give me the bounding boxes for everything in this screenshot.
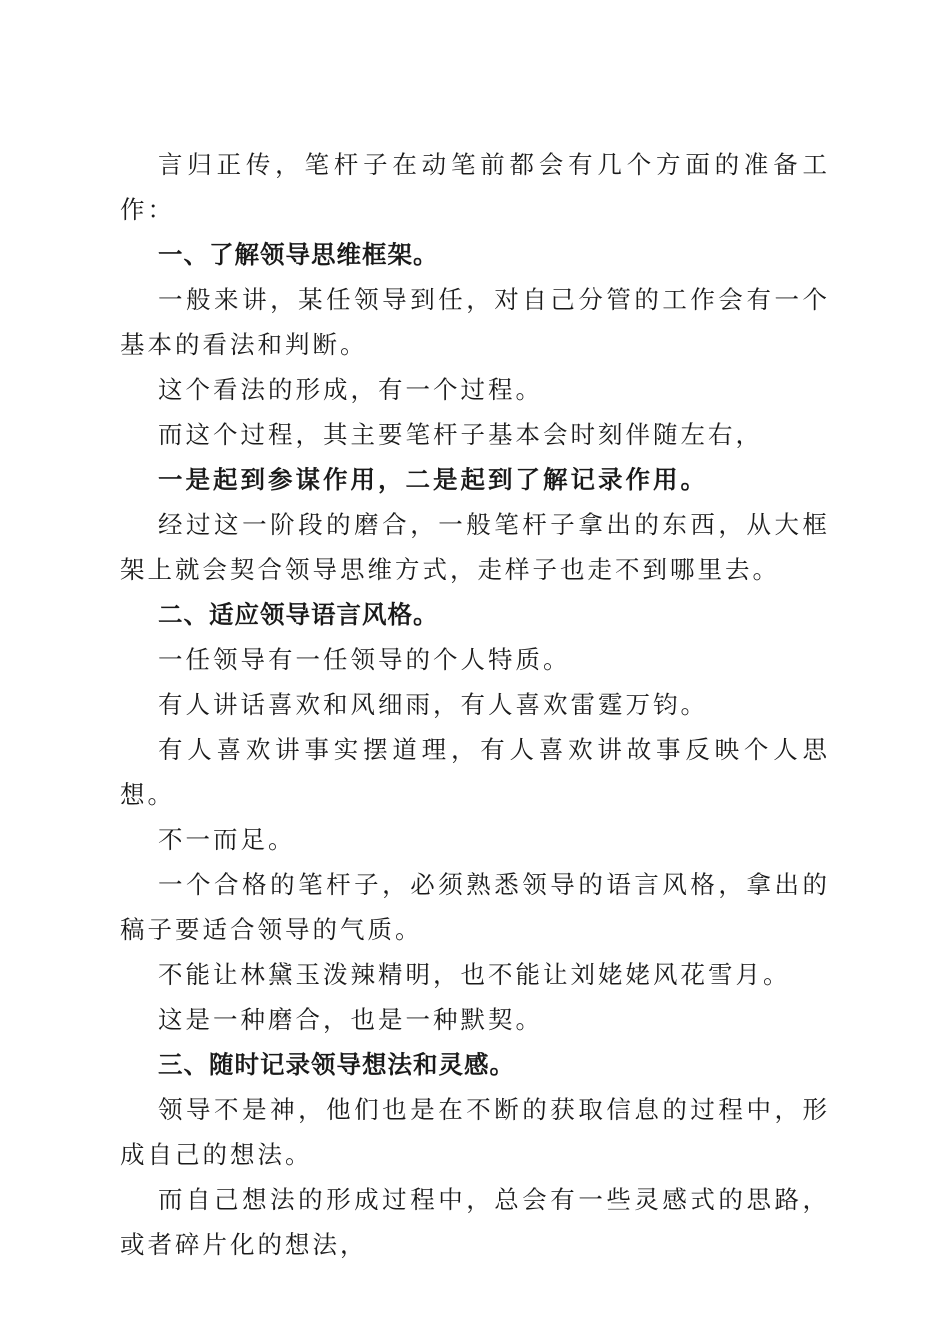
body-paragraph: 有人讲话喜欢和风细雨，有人喜欢雷霆万钧。	[158, 690, 708, 719]
body-paragraph: 而自己想法的形成过程中，总会有一些灵感式的思路，或者碎片化的想法，	[120, 1185, 830, 1259]
body-paragraph: 一般来讲，某任领导到任，对自己分管的工作会有一个基本的看法和判断。	[120, 285, 830, 359]
section-heading-3: 三、随时记录领导想法和灵感。	[158, 1050, 515, 1079]
body-paragraph: 不一而足。	[158, 825, 296, 854]
document-body	[120, 142, 830, 1267]
body-paragraph: 经过这一阶段的磨合，一般笔杆子拿出的东西，从大框架上就会契合领导思维方式，走样子也走不到哪里去。	[120, 510, 830, 584]
body-paragraph: 而这个过程，其主要笔杆子基本会时刻伴随左右，	[158, 420, 763, 449]
body-paragraph: 这个看法的形成，有一个过程。	[158, 375, 543, 404]
bold-paragraph: 一是起到参谋作用，二是起到了解记录作用。	[158, 465, 708, 494]
body-paragraph: 不能让林黛玉泼辣精明，也不能让刘姥姥风花雪月。	[158, 960, 791, 989]
body-paragraph: 有人喜欢讲事实摆道理，有人喜欢讲故事反映个人思想。	[120, 735, 830, 809]
body-paragraph: 领导不是神，他们也是在不断的获取信息的过程中，形成自己的想法。	[120, 1095, 830, 1169]
section-heading-2: 二、适应领导语言风格。	[158, 600, 439, 629]
body-paragraph: 一任领导有一任领导的个人特质。	[158, 645, 571, 674]
body-paragraph: 这是一种磨合，也是一种默契。	[158, 1005, 543, 1034]
intro-paragraph: 言归正传，笔杆子在动笔前都会有几个方面的准备工作：	[120, 150, 830, 224]
section-heading-1: 一、了解领导思维框架。	[158, 240, 439, 269]
body-paragraph: 一个合格的笔杆子，必须熟悉领导的语言风格，拿出的稿子要适合领导的气质。	[120, 870, 830, 944]
